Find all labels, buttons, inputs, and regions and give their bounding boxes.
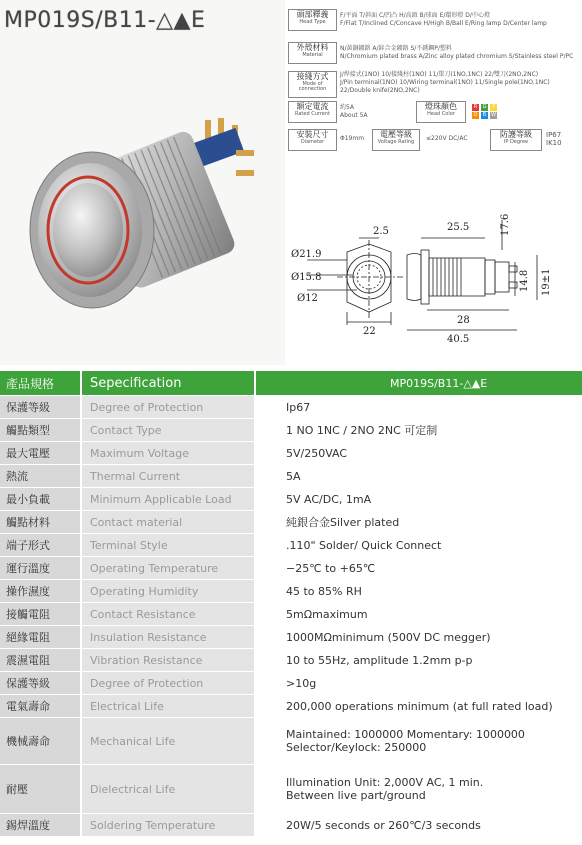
row-zh: 電氣壽命 (0, 695, 81, 718)
connection-label: 接綫方式 Mode of connection (288, 71, 337, 98)
row-zh: 最小負載 (0, 488, 81, 511)
row-zh: 保護等級 (0, 672, 81, 695)
rated-current-value: 約5A About 5A (340, 104, 368, 119)
dim-l405: 40.5 (447, 334, 470, 345)
dim-d158: Ø15.8 (291, 272, 322, 283)
row-en: Operating Humidity (81, 580, 255, 603)
protect-label: 防護等級 IP Degree (490, 129, 542, 151)
row-en: Degree of Protection (81, 672, 255, 695)
row-zh: 觸點類型 (0, 419, 81, 442)
row-en: Contact material (81, 511, 255, 534)
row-en: Soldering Temperature (81, 814, 255, 837)
color-r: R (473, 104, 478, 110)
table-row (0, 626, 582, 649)
row-en: Minimum Applicable Load (81, 488, 255, 511)
row-value: 5mΩmaximum (255, 603, 582, 626)
table-row (0, 814, 582, 837)
row-en: Terminal Style (81, 534, 255, 557)
row-zh: 運行溫度 (0, 557, 81, 580)
row-value: 200,000 operations minimum (at full rated load) (255, 695, 582, 718)
row-en: Contact Type (81, 419, 255, 442)
connection-value: J/焊接式(1NO) 10/接綫柱(1NO) 11/單刀(1NO,1NC) 22/雙刀(2NO,2NC) J/Pin terminal(1NO) 10/Wiring terminal(1NO) 11/Single pole(1NO,1NC) 22/Double knife(2NO,2NC) (340, 71, 550, 94)
head-color-swatches (470, 103, 506, 119)
row-en: Contact Resistance (81, 603, 255, 626)
row-en: Thermal Current (81, 465, 255, 488)
voltage-value: ≤220V DC/AC (426, 135, 468, 142)
row-value: Ip67 (255, 396, 582, 419)
table-row (0, 465, 582, 488)
row-zh: 端子形式 (0, 534, 81, 557)
row-value: 5V/250VAC (255, 442, 582, 465)
spec-header-zh: 產品規格 (0, 371, 81, 396)
row-value: >10g (255, 672, 582, 695)
dim-d12: Ø12 (297, 293, 318, 304)
head-color-label: 燈珠顏色 Head Color (416, 101, 466, 123)
table-row (0, 511, 582, 534)
dim-l255: 25.5 (447, 222, 470, 233)
diameter-label: 安裝尺寸 Diameter (288, 129, 337, 151)
row-zh: 熱流 (0, 465, 81, 488)
push-button-illustration (0, 0, 285, 365)
table-row (0, 695, 582, 718)
spec-header-row (0, 371, 582, 396)
table-row (0, 649, 582, 672)
row-zh: 保護等級 (0, 396, 81, 419)
row-value: 純銀合金Silver plated (255, 511, 582, 534)
top-section (0, 0, 582, 370)
row-en: Insulation Resistance (81, 626, 255, 649)
table-row (0, 580, 582, 603)
row-value (255, 718, 582, 765)
dim-h148: 14.8 (519, 269, 530, 292)
row-en: Degree of Protection (81, 396, 255, 419)
dim-d219: Ø21.9 (291, 249, 322, 260)
protect-value: IP67 IK10 (546, 131, 562, 147)
row-en: Operating Temperature (81, 557, 255, 580)
color-o: O (473, 112, 478, 118)
row-en: Electrical Life (81, 695, 255, 718)
row-zh: 耐壓 (0, 765, 81, 814)
row-value: 5A (255, 465, 582, 488)
rated-current-label: 額定電流 Rated Current (288, 101, 337, 123)
row-zh: 操作濕度 (0, 580, 81, 603)
table-row (0, 442, 582, 465)
color-y: Y (491, 104, 496, 110)
row-value: 20W/5 seconds or 260℃/3 seconds (255, 814, 582, 837)
row-en: Mechanical Life (81, 718, 255, 765)
table-row-dielectric (0, 765, 582, 814)
row-value: 45 to 85% RH (255, 580, 582, 603)
row-zh: 觸點材料 (0, 511, 81, 534)
dimension-drawing (287, 200, 580, 360)
spec-header-value: MP019S/B11-△▲E (255, 371, 582, 396)
spec-table (0, 371, 582, 837)
material-label: 外殼材料 Material (288, 42, 337, 64)
dim-h19: 19±1 (541, 268, 552, 296)
dielectric-line1: Illumination Unit: 2,000V AC, 1 min. (286, 776, 484, 789)
mech-line1: Maintained: 1000000 Momentary: 1000000 (286, 728, 525, 741)
dim-t25: 2.5 (373, 226, 389, 237)
product-title: MP019S/B11-△▲E (4, 8, 206, 33)
row-value: 10 to 55Hz, amplitude 1.2mm p-p (255, 649, 582, 672)
color-g: G (482, 104, 487, 110)
diameter-value: Φ19mm (340, 135, 365, 142)
material-value: N/黃銅鍍鉻 A/鋅合金鍍鉻 S/不銹鋼P/塑料 N/Chromium plated brass A/Zinc alloy plated chromium S/Stainless steel P/PC (340, 45, 574, 60)
row-en: Maximum Voltage (81, 442, 255, 465)
row-value: −25℃ to +65℃ (255, 557, 582, 580)
color-w: W (491, 112, 496, 118)
row-zh: 錫焊溫度 (0, 814, 81, 837)
row-zh: 最大電壓 (0, 442, 81, 465)
table-row (0, 488, 582, 511)
dim-w22: 22 (363, 326, 376, 337)
head-type-label: 頭部釋義 Head Type (288, 9, 337, 31)
row-zh: 接觸電阻 (0, 603, 81, 626)
dielectric-line2: Between live part/ground (286, 789, 426, 802)
row-zh: 震濕電阻 (0, 649, 81, 672)
table-row (0, 557, 582, 580)
row-value: .110" Solder/ Quick Connect (255, 534, 582, 557)
row-value (255, 765, 582, 814)
color-b: B (482, 112, 487, 118)
dim-l28: 28 (457, 315, 470, 326)
table-row (0, 396, 582, 419)
table-row-mechanical (0, 718, 582, 765)
table-row (0, 419, 582, 442)
voltage-label: 電壓等級 Voltage Rating (372, 129, 420, 151)
mech-line2: Selector/Keylock: 250000 (286, 741, 427, 754)
row-value: 5V AC/DC, 1mA (255, 488, 582, 511)
row-value: 1 NO 1NC / 2NO 2NC 可定制 (255, 419, 582, 442)
table-row (0, 534, 582, 557)
info-panel (288, 5, 578, 155)
row-value: 1000MΩminimum (500V DC megger) (255, 626, 582, 649)
table-row (0, 603, 582, 626)
row-en: Dielectrical Life (81, 765, 255, 814)
product-photo (0, 0, 285, 365)
row-en: Vibration Resistance (81, 649, 255, 672)
head-type-value: F/平面 T/斜面 C/凹凸 H/高頭 B/球面 E/環形燈 D/中心燈 F/Flat T/Inclined C/Concave H/High B/Ball E/Ring lamp D/Center lamp (340, 12, 547, 27)
row-zh: 機械壽命 (0, 718, 81, 765)
spec-header-en: Sepecification (81, 371, 255, 396)
dim-h176: 17.6 (500, 213, 511, 236)
row-zh: 絕緣電阻 (0, 626, 81, 649)
table-row (0, 672, 582, 695)
